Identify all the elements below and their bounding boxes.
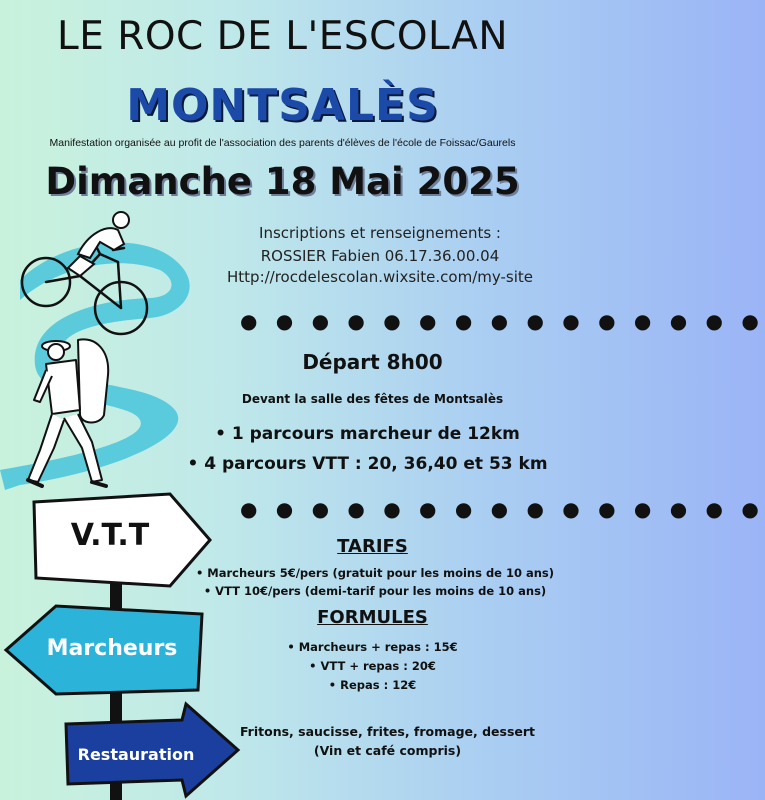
formule-walk: • Marcheurs + repas : 15€ bbox=[287, 640, 458, 654]
contact-website: Http://rocdelescolan.wixsite.com/my-site bbox=[227, 268, 533, 286]
separator-dots-1: ● ● ● ● ● ● ● ● ● ● ● ● ● ● ● bbox=[240, 309, 765, 333]
separator-dots-2: ● ● ● ● ● ● ● ● ● ● ● ● ● ● ● bbox=[240, 497, 765, 521]
departure-place: Devant la salle des fêtes de Montsalès bbox=[241, 392, 504, 406]
hiker-illustration bbox=[20, 330, 120, 500]
departure-time: Départ 8h00 bbox=[302, 350, 443, 374]
contact-person: ROSSIER Fabien 06.17.36.00.04 bbox=[260, 247, 500, 265]
cyclist-illustration bbox=[18, 206, 158, 338]
tarif-vtt: • VTT 10€/pers (demi-tarif pour les moins de 10 ans) bbox=[203, 584, 547, 598]
sign-marcheurs-label: Marcheurs bbox=[46, 636, 178, 661]
event-location: MONTSALÈS bbox=[126, 80, 439, 131]
event-date: Dimanche 18 Mai 2025 bbox=[45, 160, 520, 203]
formules-title: FORMULES bbox=[317, 607, 428, 628]
menu-line-1: Fritons, saucisse, frites, fromage, dessert bbox=[239, 724, 536, 739]
tarif-walk: • Marcheurs 5€/pers (gratuit pour les moins de 10 ans) bbox=[195, 566, 555, 580]
route-walk: • 1 parcours marcheur de 12km bbox=[215, 424, 520, 444]
contact-heading: Inscriptions et renseignements : bbox=[259, 224, 501, 242]
event-title: LE ROC DE L'ESCOLAN bbox=[56, 14, 508, 59]
sign-restauration-label: Restauration bbox=[77, 745, 195, 764]
tarifs-title: TARIFS bbox=[337, 536, 408, 557]
formule-vtt: • VTT + repas : 20€ bbox=[309, 659, 436, 673]
route-vtt: • 4 parcours VTT : 20, 36,40 et 53 km bbox=[187, 454, 548, 474]
formule-meal: • Repas : 12€ bbox=[328, 678, 417, 692]
organiser-line: Manifestation organisée au profit de l'association des parents d'élèves de l'école de Foissac/Gaurels bbox=[49, 137, 516, 149]
menu-line-2: (Vin et café compris) bbox=[313, 743, 462, 758]
sign-vtt-label: V.T.T bbox=[70, 518, 150, 553]
